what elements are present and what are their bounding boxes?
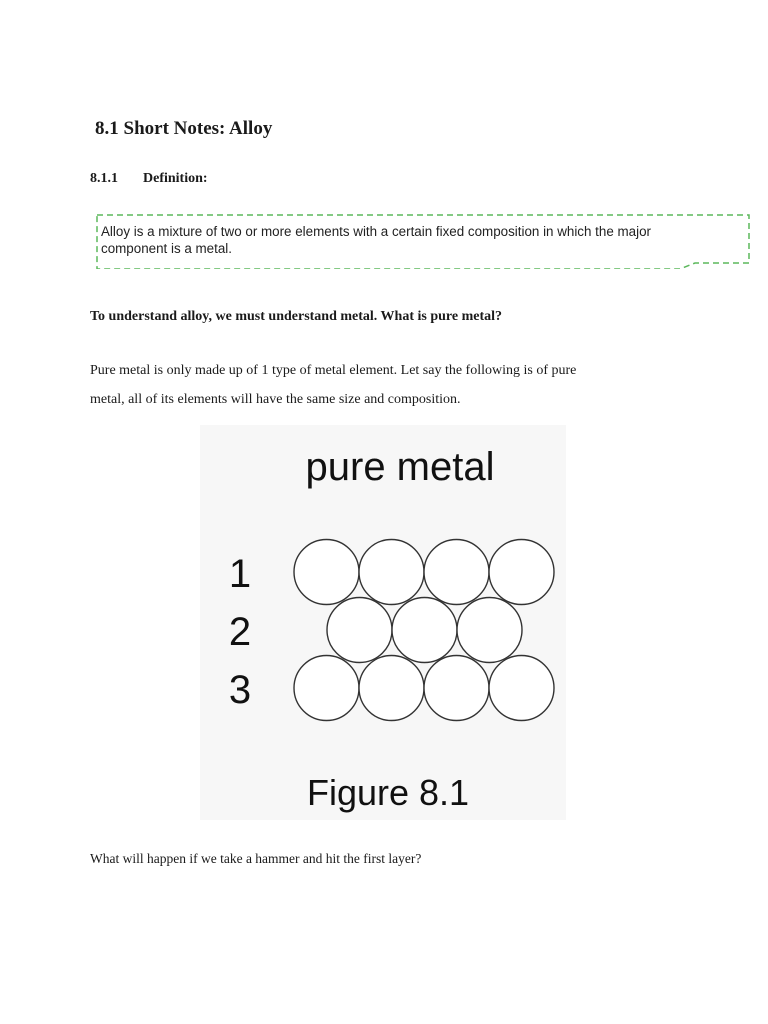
pure-metal-question: To understand alloy, we must understand metal. What is pure metal? <box>90 309 503 324</box>
metal-atom <box>457 598 522 663</box>
metal-atom <box>327 598 392 663</box>
subsection-label: Definition: <box>143 171 208 186</box>
metal-atom <box>424 540 489 605</box>
subsection-heading <box>90 171 208 187</box>
hammer-question: What will happen if we take a hammer and hit the first layer? <box>90 851 422 866</box>
figure-heading: pure metal <box>305 445 495 489</box>
definition-line-2: component is a metal. <box>101 241 232 256</box>
pure-metal-diagram <box>200 425 566 820</box>
subsection-number: 8.1.1 <box>90 171 118 186</box>
metal-atom <box>359 656 424 721</box>
metal-atom <box>294 540 359 605</box>
definition-box <box>95 213 751 267</box>
metal-atom <box>359 540 424 605</box>
definition-text <box>101 223 741 257</box>
metal-atom <box>294 656 359 721</box>
paragraph-line-2: metal, all of its elements will have the same size and composition. <box>90 392 461 407</box>
page-title: 8.1 Short Notes: Alloy <box>95 118 273 139</box>
metal-atom <box>489 656 554 721</box>
paragraph-line-1: Pure metal is only made up of 1 type of metal element. Let say the following is of pure <box>90 363 577 378</box>
pure-metal-paragraph <box>90 356 670 414</box>
metal-atom <box>489 540 554 605</box>
metal-atom <box>424 656 489 721</box>
layer-label-2: 2 <box>228 610 252 654</box>
figure-caption: Figure 8.1 <box>306 772 470 813</box>
metal-atom <box>392 598 457 663</box>
definition-line-1: Alloy is a mixture of two or more elements with a certain fixed composition in which the major <box>101 224 651 239</box>
atom-layers <box>229 540 554 721</box>
layer-label-1: 1 <box>228 552 252 596</box>
layer-label-3: 3 <box>228 668 252 712</box>
pure-metal-figure <box>200 425 566 820</box>
